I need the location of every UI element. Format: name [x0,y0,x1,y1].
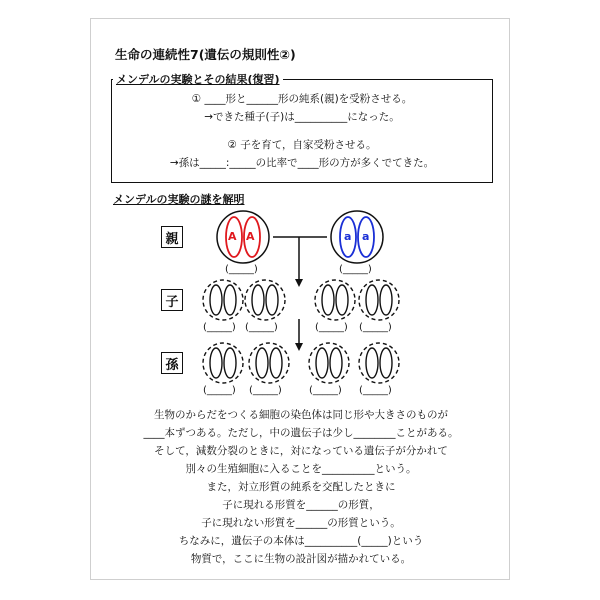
body-line-4: 別々の生殖細胞に入ることを__________という。 [185,463,417,475]
child-cell [245,280,285,320]
review-line-1: ① ____形と______形の純系(親)を受粉させる。 [191,93,413,105]
genotype-blank: (_____) [203,322,236,333]
genotype-blank: (_____) [309,385,342,396]
review-line-4: →孫は_____:_____の比率で____形の方が多くでてきた。 [169,157,435,169]
child-cell [359,280,399,320]
allele-label-A2: A [246,230,255,243]
body-line-6: 子に現れる形質を______の形質， [222,499,380,511]
generation-label-child: 子 [161,289,183,311]
genotype-blank: (_____) [359,322,392,333]
genotype-blank: (_____) [249,385,282,396]
allele-label-A1: A [228,230,237,243]
page-title: 生命の連続性7(遺伝の規則性②) [115,47,296,62]
grandchild-cell [359,343,399,383]
review-line-3: ② 子を育て，自家受粉させる。 [227,139,377,151]
arrow-head-2 [295,343,303,351]
child-cell [315,280,355,320]
grandchild-cell [249,343,289,383]
genotype-blank: (_____) [203,385,236,396]
generation-label-grandchild: 孫 [161,352,183,374]
review-line-2: →できた種子(子)は__________になった。 [204,111,400,123]
grandchild-cell [203,343,243,383]
inheritance-diagram [91,19,511,399]
arrow-head-1 [295,279,303,287]
allele-label-a1: a [344,230,352,243]
genotype-blank: (_____) [359,385,392,396]
parent-cell-dominant [217,211,269,263]
review-heading: メンデルの実験とその結果(復習) [113,71,283,87]
body-line-3: そして，減数分裂のときに，対になっている遺伝子が分かれて [154,445,448,457]
body-line-9: 物質で，ここに生物の設計図が描かれている。 [190,553,412,565]
genotype-blank: (_____) [245,322,278,333]
body-line-2: ____本ずつある。ただし，中の遺伝子は少し________ことがある。 [143,427,459,439]
genotype-blank: (_____) [225,264,258,275]
worksheet-page [90,18,510,580]
generation-label-parent: 親 [161,226,183,248]
grandchild-cell [309,343,349,383]
body-line-7: 子に現れない形質を______の形質という。 [201,517,401,529]
body-line-5: また，対立形質の純系を交配したときに [206,481,396,493]
parent-cell-recessive [331,211,383,263]
body-line-8: ちなみに，遺伝子の本体は__________(_____)という [178,535,424,547]
section-heading: メンデルの実験の謎を解明 [113,193,245,206]
genotype-blank: (_____) [339,264,372,275]
allele-label-a2: a [362,230,370,243]
body-line-1: 生物のからだをつくる細胞の染色体は同じ形や大きさのものが [154,409,448,421]
genotype-blank: (_____) [315,322,348,333]
child-cell [203,280,243,320]
